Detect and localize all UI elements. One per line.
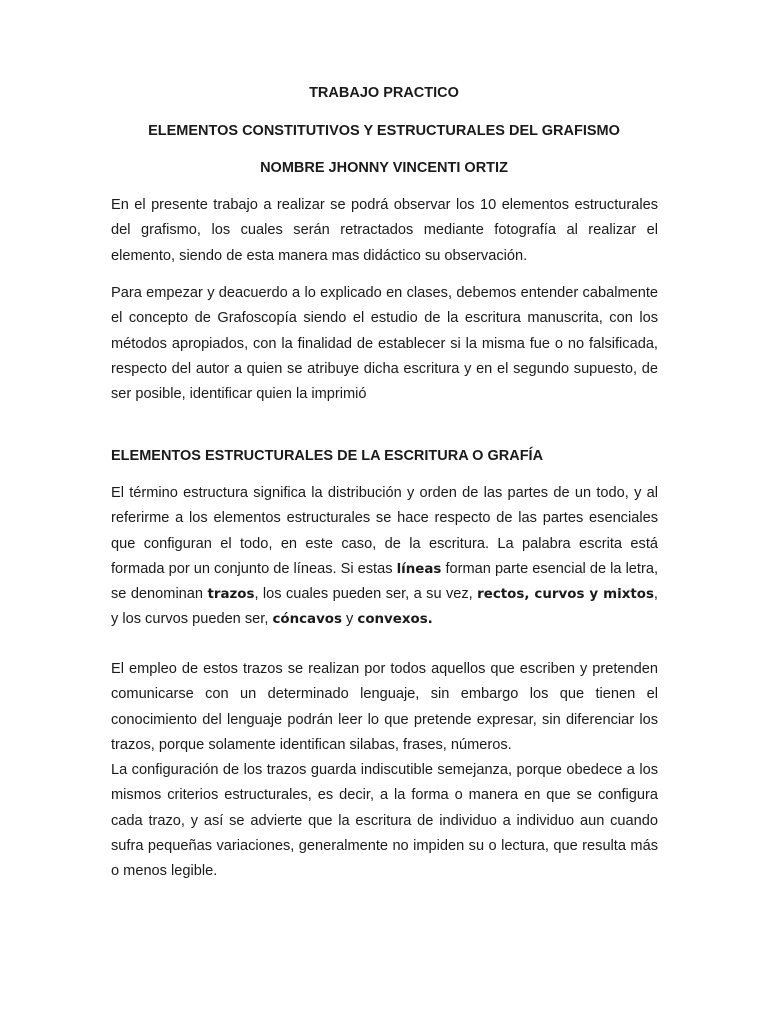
structure-text-1: El término estructura significa la distribución y orden de las partes de un todo, y al referirme a los elementos estructurales se hace respecto de las partes esenciales que configuran el todo, en este caso, de la escritura. La palabra escrita está formada por un conjunto de líneas. Si estas <box>111 485 658 577</box>
configuration-paragraph: La configuración de los trazos guarda indiscutible semejanza, porque obedece a los mismos criterios estructurales, es decir, a la forma o manera en que se configura cada trazo, y así se advierte que la escritura de individuo a individuo aun cuando sufra pequeñas variaciones, generalmente no impiden su o lectura, que resulta más o menos legible. <box>111 762 658 880</box>
document-title: TRABAJO PRACTICO <box>309 85 459 101</box>
structure-text-3: , los cuales pueden ser, a su vez, <box>254 586 478 603</box>
structure-text-4: , y los curvos pueden ser, <box>111 586 658 628</box>
structure-paragraph <box>111 481 658 633</box>
structure-text-2: forman parte esencial de la letra, se denominan <box>111 560 659 603</box>
trazos-usage-paragraph: El empleo de estos trazos se realizan por todos aquellos que escriben y pretenden comunicarse con un determinado lenguaje, sin embargo los que tienen el conocimiento del lenguaje podrán leer lo que pretende expresar, sin diferenciar los trazos, porque solamente identifican silabas, frases, números. <box>111 661 658 753</box>
keyword-rectos-curvos-mixtos: rectos, curvos y mixtos <box>477 587 654 603</box>
intro-paragraph: En el presente trabajo a realizar se podrá observar los 10 elementos estructurales del grafismo, los cuales serán retractados mediante fotografía al realizar el elemento, siendo de esta manera mas didáctico su observación. <box>111 197 658 264</box>
document-subtitle: ELEMENTOS CONSTITUTIVOS Y ESTRUCTURALES DEL GRAFISMO <box>148 123 620 139</box>
keyword-convexos: convexos. <box>357 612 433 628</box>
keyword-lineas: líneas <box>396 561 442 577</box>
author-line: NOMBRE JHONNY VINCENTI ORTIZ <box>260 160 508 176</box>
section-heading: ELEMENTOS ESTRUCTURALES DE LA ESCRITURA O GRAFÍA <box>111 448 544 464</box>
grafoscopia-paragraph: Para empezar y deacuerdo a lo explicado en clases, debemos entender cabalmente el concepto de Grafoscopía siendo el estudio de la escritura manuscrita, con los métodos apropiados, con la finalidad de establecer si la misma fue o no falsificada, respecto del autor a quien se atribuye dicha escritura y en el segundo supuesto, de ser posible, identificar quien la imprimió <box>111 285 658 403</box>
structure-text-5: y <box>341 611 358 628</box>
keyword-concavos: cóncavos <box>272 612 342 628</box>
keyword-trazos: trazos <box>207 587 255 603</box>
